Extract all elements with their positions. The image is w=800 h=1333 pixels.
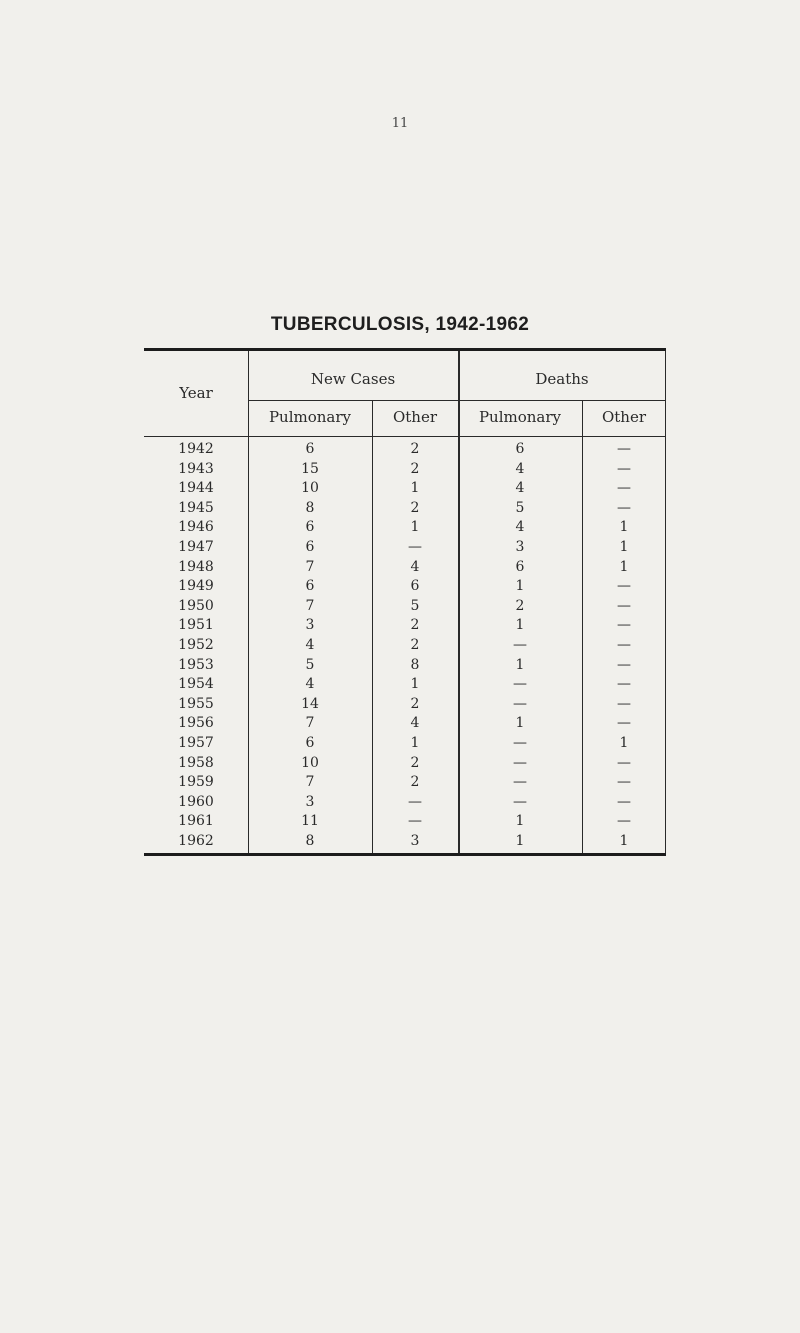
new-pulmonary-cell: 6	[305, 519, 315, 536]
new-other-cell: —	[408, 539, 422, 555]
new-pulmonary-cell: 7	[305, 597, 315, 614]
year-cell: 1955	[178, 695, 214, 712]
new-pulmonary-cell: 14	[301, 695, 319, 712]
deaths-pulmonary-cell: —	[513, 637, 527, 653]
new-other-cell: 1	[410, 735, 420, 751]
deaths-other-cell: —	[617, 597, 631, 614]
new-pulmonary-cell: 6	[305, 539, 315, 555]
year-cell: 1944	[178, 480, 214, 497]
new-pulmonary-cell: 8	[305, 833, 315, 849]
deaths-pulmonary-cell: 5	[515, 499, 525, 516]
new-pulmonary-cell: 4	[305, 676, 315, 693]
new-other-cell: 1	[410, 480, 420, 497]
deaths-other-cell: —	[617, 754, 631, 771]
deaths-pulmonary-cell: 1	[515, 833, 525, 849]
deaths-pulmonary-cell: —	[513, 695, 527, 712]
year-cell: 1961	[178, 813, 214, 830]
deaths-pulmonary-cell: 6	[515, 441, 525, 457]
deaths-pulmonary-cell: 1	[515, 617, 525, 634]
new-other-cell: 2	[410, 754, 420, 771]
deaths-pulmonary-cell: 1	[515, 715, 525, 732]
header-bottom-rule	[144, 436, 666, 437]
deaths-other-cell: —	[617, 656, 631, 673]
year-cell: 1956	[178, 715, 214, 732]
year-cell: 1945	[178, 499, 214, 516]
header-deaths-other: Other	[601, 408, 647, 426]
new-other-cell: 2	[410, 441, 420, 457]
deaths-other-cell: 1	[619, 558, 629, 575]
deaths-pulmonary-cell: —	[513, 735, 527, 751]
deaths-other-cell: —	[617, 480, 631, 497]
year-cell: 1960	[178, 793, 214, 810]
new-other-cell: —	[408, 793, 422, 810]
deaths-other-cell: —	[617, 774, 631, 791]
year-cell: 1950	[178, 597, 214, 614]
deaths-other-cell: —	[617, 715, 631, 732]
new-pulmonary-cell: 6	[305, 578, 315, 595]
new-other-cell: —	[408, 813, 422, 830]
deaths-other-cell: 1	[619, 833, 629, 849]
table-top-rule	[144, 348, 666, 351]
new-pulmonary-cell: 10	[301, 754, 319, 771]
page-title: TUBERCULOSIS, 1942-1962	[270, 314, 530, 335]
year-cell: 1954	[178, 676, 214, 693]
deaths-other-cell: —	[617, 441, 631, 457]
header-new-pulmonary: Pulmonary	[268, 408, 352, 426]
deaths-other-cell: —	[617, 695, 631, 712]
new-other-cell: 2	[410, 460, 420, 477]
new-other-cell: 1	[410, 519, 420, 536]
new-other-cell: 4	[410, 558, 420, 575]
deaths-other-cell: —	[617, 617, 631, 634]
tuberculosis-table	[144, 348, 666, 858]
new-other-cell: 8	[410, 656, 420, 673]
new-other-cell: 6	[410, 578, 420, 595]
header-deaths: Deaths	[535, 370, 589, 388]
deaths-pulmonary-cell: 6	[515, 558, 525, 575]
header-deaths-pulmonary: Pulmonary	[478, 408, 562, 426]
year-cell: 1958	[178, 754, 214, 771]
deaths-pulmonary-cell: —	[513, 754, 527, 771]
deaths-other-cell: —	[617, 637, 631, 653]
table-bottom-rule	[144, 853, 666, 856]
deaths-other-cell: —	[617, 813, 631, 830]
new-pulmonary-cell: 3	[305, 617, 315, 634]
new-pulmonary-cell: 4	[305, 637, 315, 653]
deaths-pulmonary-cell: —	[513, 793, 527, 810]
new-other-cell: 2	[410, 695, 420, 712]
deaths-pulmonary-cell: 1	[515, 813, 525, 830]
deaths-pulmonary-cell: 4	[515, 460, 525, 477]
year-cell: 1942	[178, 441, 214, 457]
new-pulmonary-cell: 6	[305, 735, 315, 751]
new-other-cell: 2	[410, 774, 420, 791]
header-new-cases: New Cases	[310, 370, 396, 388]
deaths-pulmonary-cell: 3	[515, 539, 525, 555]
new-other-cell: 2	[410, 637, 420, 653]
year-cell: 1951	[178, 617, 214, 634]
new-pulmonary-cell: 6	[305, 441, 315, 457]
year-cell: 1959	[178, 774, 214, 791]
year-cell: 1946	[178, 519, 214, 536]
deaths-other-cell: 1	[619, 539, 629, 555]
new-pulmonary-cell: 7	[305, 715, 315, 732]
deaths-other-cell: —	[617, 578, 631, 595]
deaths-pulmonary-cell: 1	[515, 656, 525, 673]
new-pulmonary-cell: 7	[305, 774, 315, 791]
header-subrule	[248, 400, 666, 401]
year-cell: 1949	[178, 578, 214, 595]
new-pulmonary-cell: 7	[305, 558, 315, 575]
new-other-cell: 3	[410, 833, 420, 849]
new-other-cell: 1	[410, 676, 420, 693]
deaths-pulmonary-cell: 2	[515, 597, 525, 614]
deaths-other-cell: —	[617, 676, 631, 693]
year-cell: 1952	[178, 637, 214, 653]
header-year: Year	[179, 384, 213, 402]
year-cell: 1962	[178, 833, 214, 849]
deaths-pulmonary-cell: —	[513, 774, 527, 791]
year-cell: 1943	[178, 460, 214, 477]
deaths-pulmonary-cell: 1	[515, 578, 525, 595]
year-cell: 1948	[178, 558, 214, 575]
new-other-cell: 4	[410, 715, 420, 732]
deaths-pulmonary-cell: 4	[515, 480, 525, 497]
deaths-other-cell: —	[617, 793, 631, 810]
new-pulmonary-cell: 8	[305, 499, 315, 516]
new-pulmonary-cell: 10	[301, 480, 319, 497]
page-number: 11	[391, 116, 409, 131]
new-other-cell: 5	[410, 597, 420, 614]
year-cell: 1953	[178, 656, 214, 673]
deaths-other-cell: 1	[619, 735, 629, 751]
deaths-other-cell: —	[617, 499, 631, 516]
new-pulmonary-cell: 3	[305, 793, 315, 810]
header-new-other: Other	[392, 408, 438, 426]
deaths-other-cell: —	[617, 460, 631, 477]
year-cell: 1947	[178, 539, 214, 555]
deaths-pulmonary-cell: —	[513, 676, 527, 693]
new-pulmonary-cell: 11	[301, 813, 319, 830]
year-cell: 1957	[178, 735, 214, 751]
deaths-pulmonary-cell: 4	[515, 519, 525, 536]
new-other-cell: 2	[410, 617, 420, 634]
new-other-cell: 2	[410, 499, 420, 516]
deaths-other-cell: 1	[619, 519, 629, 536]
new-pulmonary-cell: 15	[301, 460, 319, 477]
new-pulmonary-cell: 5	[305, 656, 315, 673]
